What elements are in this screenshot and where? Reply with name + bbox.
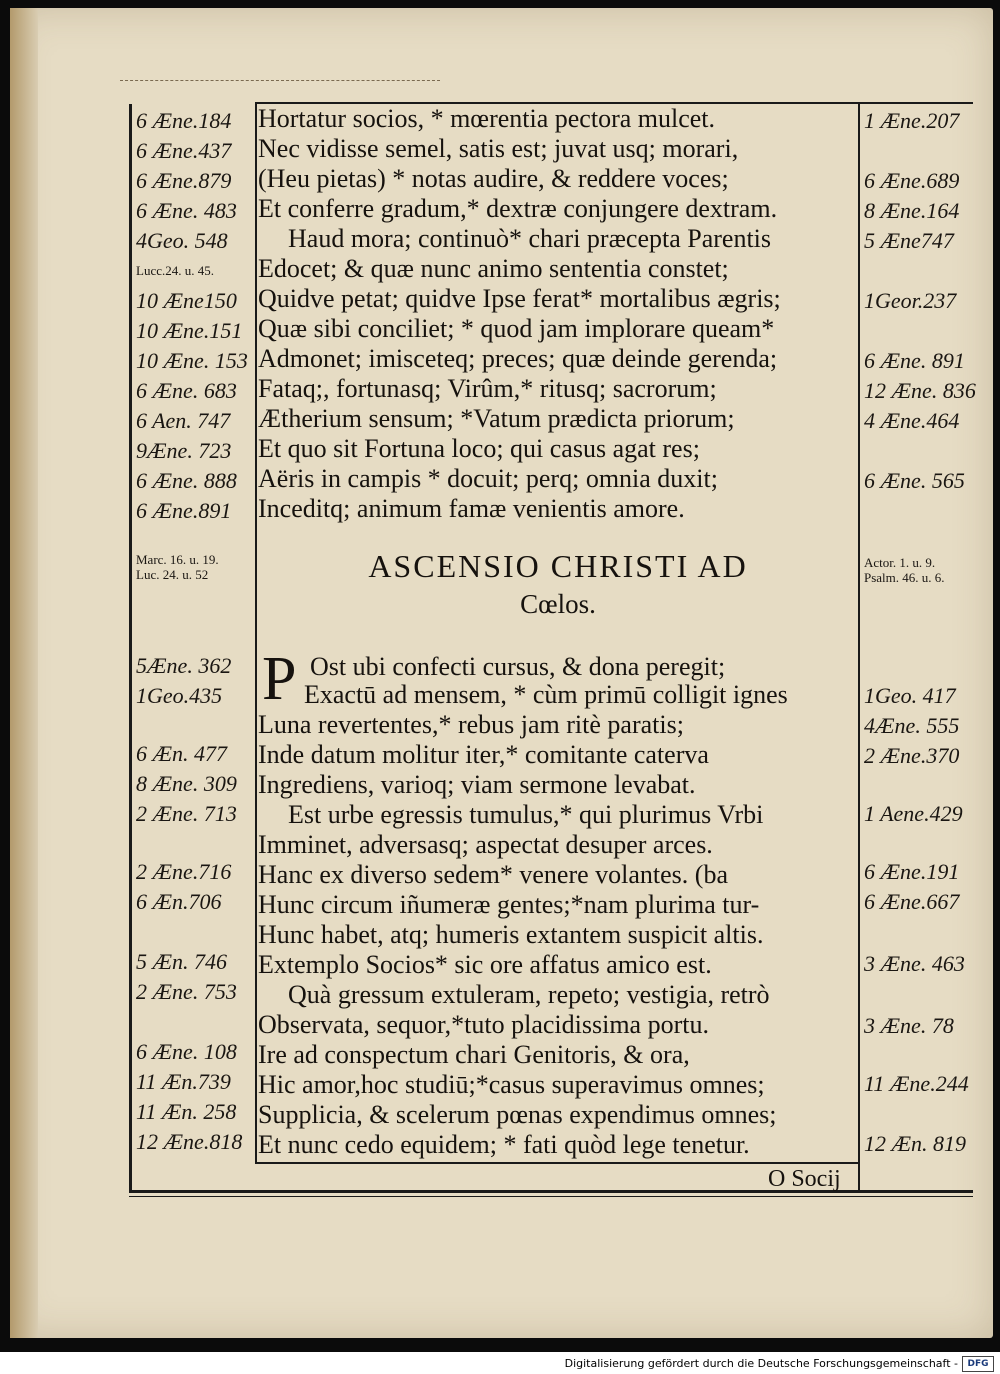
right-ref: 6 Æne.191 (864, 859, 960, 884)
dfg-logo: DFG (962, 1356, 994, 1372)
left-ref: 6 Æne.879 (136, 168, 232, 193)
left-ref: 2 Æne. 753 (136, 979, 237, 1004)
verse-line: Et nunc cedo equidem; * fati quòd lege tenetur. (258, 1130, 750, 1159)
left-ref: 11 Æn. 258 (136, 1099, 237, 1124)
verse-line: Hortatur socios, * mœrentia pectora mulcet. (258, 104, 716, 133)
verse-line: Est urbe egressis tumulus,* qui plurimus Vrbi (288, 800, 764, 829)
right-ref: 12 Æn. 819 (864, 1131, 967, 1156)
verse-line: Edocet; & quæ nunc animo sententia constet; (258, 254, 729, 283)
verse-line: Supplicia, & scelerum pœnas expendimus omnes; (258, 1100, 777, 1129)
left-ref: 5 Æn. 746 (136, 949, 228, 974)
verse-line: Haud mora; continuò* chari præcepta Parentis (288, 224, 772, 253)
section-subtitle: Cœlos. (520, 589, 596, 619)
verse-line: Hanc ex diverso sedem* venere volantes. (ba (258, 860, 728, 889)
verse-line: Admonet; imisceteq; preces; quæ deinde gerenda; (258, 344, 778, 373)
left-ref: 2 Æne.716 (136, 859, 232, 884)
right-ref: 6 Æne. 891 (864, 348, 965, 373)
left-ref: 6 Æn. 477 (136, 741, 228, 766)
left-ref: Marc. 16. u. 19. (136, 552, 219, 567)
left-ref: Lucc.24. u. 45. (136, 263, 214, 278)
right-ref: 4 Æne.464 (864, 408, 960, 433)
verse-line: Quidve petat; quidve Ipse ferat* mortalibus ægris; (258, 284, 781, 313)
left-ref: 10 Æne150 (136, 288, 237, 313)
right-ref: 8 Æne.164 (864, 198, 960, 223)
right-ref: 1 Æne.207 (864, 108, 960, 133)
verse-line: Inde datum molitur iter,* comitante caterva (258, 740, 709, 769)
left-ref: 8 Æne. 309 (136, 771, 237, 796)
left-ref: 6 Æne. 683 (136, 378, 237, 403)
right-ref: 3 Æne. 78 (864, 1013, 954, 1038)
verse-line: Imminet, adversasq; aspectat desuper arces. (258, 830, 713, 859)
left-ref: 12 Æne.818 (136, 1129, 243, 1154)
verse-line: Fataq;, fortunasq; Virûm,* ritusq; sacrorum; (258, 374, 717, 403)
verse-line: Hic amor,hoc studiū;*casus superavimus omnes; (258, 1070, 765, 1099)
right-ref: 1Geor.237 (864, 288, 957, 313)
verse-line: Quà gressum extuleram, repeto; vestigia, retrò (288, 980, 770, 1009)
verse-line: Quæ sibi conciliet; * quod jam implorare queam* (258, 314, 775, 343)
verse-line: Ingrediens, varioq; viam sermone levabat. (258, 770, 696, 799)
right-ref: 6 Æne.689 (864, 168, 960, 193)
right-column-rule (858, 104, 860, 1192)
left-ref: 11 Æn.739 (136, 1069, 231, 1094)
left-ref: 9Æne. 723 (136, 438, 232, 463)
book-gutter (10, 8, 38, 1338)
right-ref: 5 Æne747 (864, 228, 954, 253)
right-ref: 4Æne. 555 (864, 713, 960, 738)
verse-line: Observata, sequor,*tuto placidissima portu. (258, 1010, 709, 1039)
left-ref: 6 Æne.891 (136, 498, 232, 523)
right-ref: 12 Æne. 836 (864, 378, 976, 403)
verse-line: Et quo sit Fortuna loco; qui casus agat res; (258, 434, 700, 463)
left-ref: 10 Æne.151 (136, 318, 243, 343)
verse-line: Nec vidisse semel, satis est; juvat usq; morari, (258, 134, 739, 163)
right-ref: 6 Æne.667 (864, 889, 960, 914)
verse-line: Hunc circum iñumeræ gentes;*nam plurima tur- (258, 890, 760, 919)
left-column-rule (255, 104, 257, 1162)
left-ref: 6 Æne. 108 (136, 1039, 237, 1064)
left-ref: 6 Æne. 888 (136, 468, 237, 493)
right-ref: 11 Æne.244 (864, 1071, 969, 1096)
left-ref: 6 Æne. 483 (136, 198, 237, 223)
right-ref: 1 Aene.429 (864, 801, 963, 826)
frame-bottom-rule (129, 1190, 973, 1193)
top-dashed-line (120, 80, 440, 82)
verse-line: Inceditq; animum famæ venientis amore. (258, 494, 685, 523)
right-ref: Psalm. 46. u. 6. (864, 570, 945, 585)
frame-bottom-thin-rule (129, 1196, 973, 1197)
verse-line: Ætherium sensum; *Vatum prædicta priorum; (258, 404, 735, 433)
left-ref: 6 Æne.184 (136, 108, 232, 133)
catchword: O Socij (768, 1166, 841, 1192)
left-ref: 4Geo. 548 (136, 228, 228, 253)
left-ref: 1Geo.435 (136, 683, 223, 708)
verse-line: Ire ad conspectum chari Genitoris, & ora, (258, 1040, 690, 1069)
left-ref: 2 Æne. 713 (136, 801, 237, 826)
left-ref: 5Æne. 362 (136, 653, 232, 678)
verse-line: Ost ubi confecti cursus, & dona peregit; (310, 652, 726, 681)
right-ref: 2 Æne.370 (864, 743, 960, 768)
drop-cap: P (262, 645, 297, 713)
verse-line: Aëris in campis * docuit; perq; omnia duxit; (258, 464, 718, 493)
right-ref: Actor. 1. u. 9. (864, 555, 936, 570)
verse-line: Exactū ad mensem, * cùm primū colligit ignes (304, 680, 788, 709)
right-ref: 1Geo. 417 (864, 683, 956, 708)
verse-line: Luna revertentes,* rebus jam ritè paratis; (258, 710, 684, 739)
verse-line: Hunc habet, atq; humeris extantem suspicit altis. (258, 920, 764, 949)
left-ref: Luc. 24. u. 52 (136, 567, 209, 582)
verse-line: (Heu pietas) * notas audire, & reddere voces; (258, 164, 729, 193)
left-ref: 10 Æne. 153 (136, 348, 248, 373)
right-ref: 6 Æne. 565 (864, 468, 965, 493)
left-ref: 6 Æn.706 (136, 889, 222, 914)
verse-line: Et conferre gradum,* dextræ conjungere dextram. (258, 194, 778, 223)
verse-line: Extemplo Socios* sic ore affatus amico est. (258, 950, 712, 979)
digitization-credit: Digitalisierung gefördert durch die Deutsche Forschungsgemeinschaft - (564, 1357, 958, 1370)
left-ref: 6 Æne.437 (136, 138, 232, 163)
right-ref: 3 Æne. 463 (864, 951, 965, 976)
frame-left-rule (129, 104, 132, 1192)
section-title: ASCENSIO CHRISTI AD (368, 548, 748, 584)
left-ref: 6 Aen. 747 (136, 408, 231, 433)
